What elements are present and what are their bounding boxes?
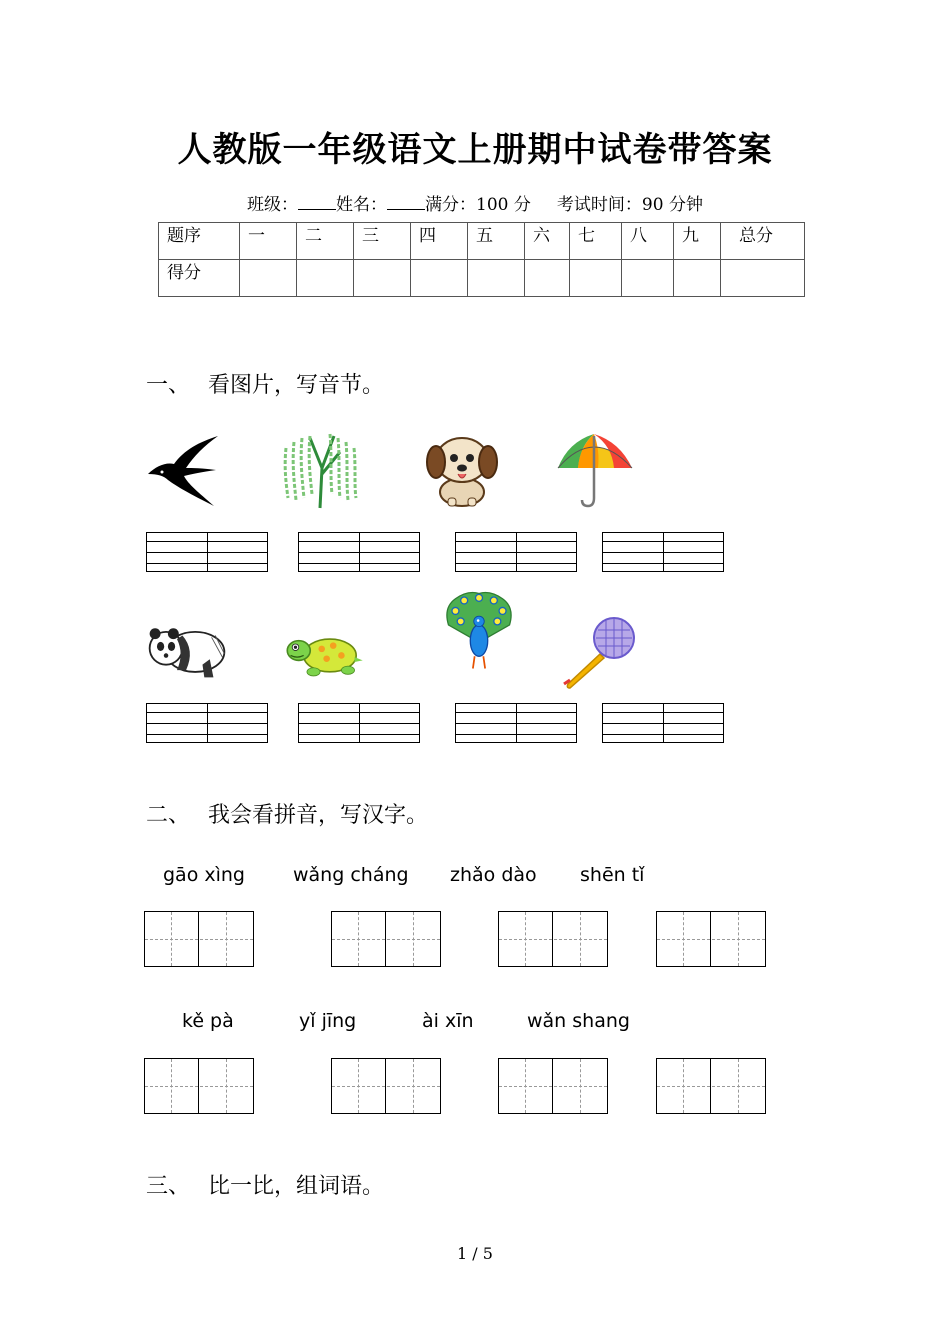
- character-grid[interactable]: [331, 1058, 441, 1114]
- full-score: 满分：100 分: [425, 195, 531, 215]
- umbrella-icon: [554, 428, 636, 510]
- swallow-icon: [144, 428, 226, 510]
- section-title: 比一比，组词语。: [208, 1174, 385, 1199]
- score-table-score-row: [159, 260, 805, 297]
- score-table-header-row: [159, 223, 805, 260]
- page-title: 人教版一年级语文上册期中试卷带答案: [177, 130, 773, 170]
- pinyin-label: shēn tǐ: [580, 864, 645, 886]
- header-cell: 四: [411, 223, 468, 260]
- header-cell: 五: [468, 223, 525, 260]
- row-label: 得分: [159, 260, 240, 297]
- pinyin-writing-box[interactable]: [602, 703, 724, 743]
- exam-time: 考试时间：90 分钟: [556, 195, 703, 215]
- section-number: 二、: [146, 803, 191, 828]
- header-cell: 三: [354, 223, 411, 260]
- pinyin-writing-box[interactable]: [146, 703, 268, 743]
- pinyin-writing-box[interactable]: [298, 532, 420, 572]
- section-1-heading: [146, 368, 384, 399]
- header-cell: 六: [525, 223, 570, 260]
- pinyin-writing-box[interactable]: [146, 532, 268, 572]
- section-title: 我会看拼音，写汉字。: [208, 803, 429, 828]
- pinyin-label: gāo xìng: [163, 864, 245, 886]
- score-cell[interactable]: [570, 260, 622, 297]
- pinyin-writing-box[interactable]: [455, 532, 577, 572]
- section-2-heading: [146, 798, 428, 829]
- pinyin-label: zhǎo dào: [450, 864, 537, 886]
- willow-icon: [280, 428, 362, 510]
- page-number: 1 / 5: [457, 1244, 493, 1263]
- section-3-heading: [146, 1169, 384, 1200]
- name-blank[interactable]: [387, 195, 425, 210]
- header-cell: 一: [240, 223, 297, 260]
- character-grid[interactable]: [144, 911, 254, 967]
- header-cell: 八: [622, 223, 674, 260]
- character-grid[interactable]: [144, 1058, 254, 1114]
- score-cell[interactable]: [411, 260, 468, 297]
- character-grid[interactable]: [331, 911, 441, 967]
- score-cell[interactable]: [525, 260, 570, 297]
- microphone-icon: [562, 610, 644, 692]
- character-grid[interactable]: [656, 911, 766, 967]
- panda-icon: [146, 610, 228, 692]
- score-cell[interactable]: [622, 260, 674, 297]
- score-cell[interactable]: [240, 260, 297, 297]
- score-cell[interactable]: [297, 260, 354, 297]
- class-label: 班级：: [247, 195, 299, 215]
- pinyin-writing-box[interactable]: [298, 703, 420, 743]
- header-cell: 九: [674, 223, 721, 260]
- pinyin-writing-box[interactable]: [602, 532, 724, 572]
- pinyin-label: yǐ jīng: [299, 1010, 357, 1032]
- puppy-icon: [420, 428, 502, 510]
- score-table: [158, 222, 805, 297]
- pinyin-label: wǎng cháng: [293, 864, 409, 886]
- header-cell: 二: [297, 223, 354, 260]
- character-grid[interactable]: [656, 1058, 766, 1114]
- score-cell[interactable]: [354, 260, 411, 297]
- turtle-icon: [284, 612, 366, 694]
- pinyin-label: kě pà: [182, 1010, 234, 1032]
- score-cell[interactable]: [721, 260, 805, 297]
- name-label: 姓名：: [336, 195, 388, 215]
- peacock-icon: [438, 590, 520, 672]
- character-grid[interactable]: [498, 1058, 608, 1114]
- pinyin-label: wǎn shang: [527, 1010, 630, 1032]
- character-grid[interactable]: [498, 911, 608, 967]
- exam-info: [0, 190, 950, 215]
- pinyin-writing-box[interactable]: [455, 703, 577, 743]
- section-title: 看图片，写音节。: [208, 373, 385, 398]
- section-number: 三、: [146, 1174, 191, 1199]
- header-cell: 总分: [721, 223, 805, 260]
- header-cell: 七: [570, 223, 622, 260]
- score-cell[interactable]: [674, 260, 721, 297]
- pinyin-label: ài xīn: [422, 1010, 474, 1032]
- section-number: 一、: [146, 373, 191, 398]
- score-cell[interactable]: [468, 260, 525, 297]
- header-cell: 题序: [159, 223, 240, 260]
- class-blank[interactable]: [298, 195, 336, 210]
